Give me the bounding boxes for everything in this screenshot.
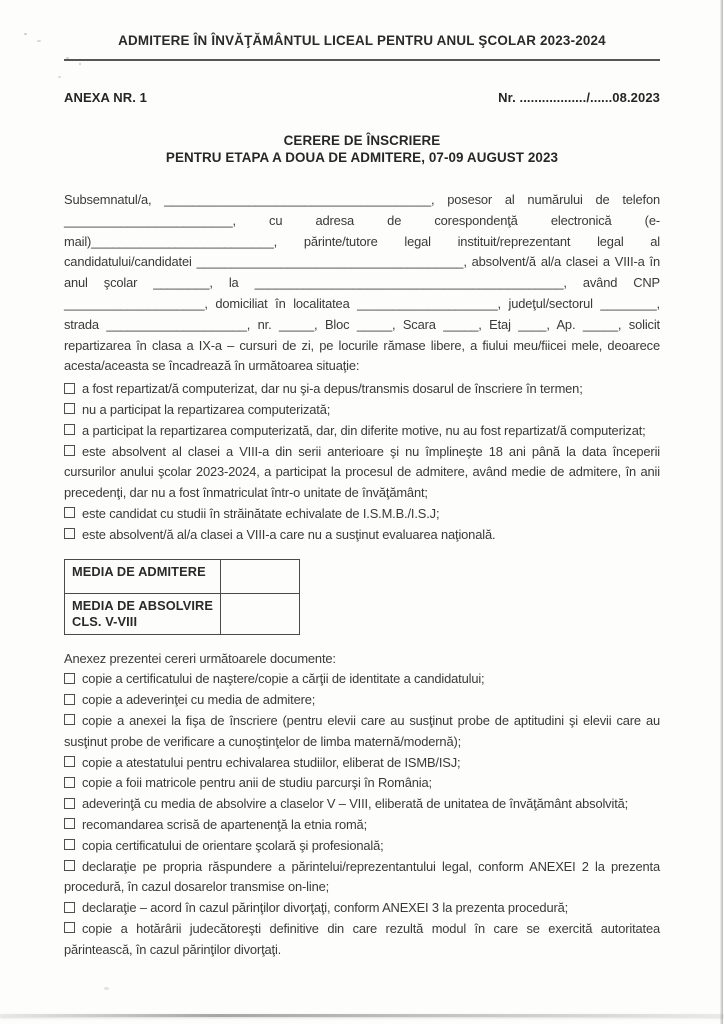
row-label: MEDIA DE ABSOLVIRE CLS. V-VIII bbox=[65, 593, 221, 634]
document-item bbox=[64, 919, 660, 961]
checkbox-icon[interactable] bbox=[64, 839, 75, 850]
situation-item bbox=[64, 400, 660, 421]
anexa-label: ANEXA NR. 1 bbox=[64, 90, 147, 105]
document-text: copie a anexei la fişa de înscriere (pentru elevii care au susţinut probe de aptitudini şi elevii care au susţinut probe de verificare a cunoştinţelor de limba maternă/modernă); bbox=[64, 712, 660, 749]
situation-item bbox=[64, 379, 660, 400]
situation-item bbox=[64, 421, 660, 442]
form-subtitle: PENTRU ETAPA A DOUA DE ADMITERE, 07-09 AUGUST 2023 bbox=[165, 150, 559, 165]
form-title-block bbox=[64, 132, 660, 166]
situation-text: este candidat cu studii în străinătate echivalate de I.S.M.B./I.S.J; bbox=[82, 505, 440, 521]
document-header-title: ADMITERE ÎN ÎNVĂŢĂMÂNTUL LICEAL PENTRU ANUL ŞCOLAR 2023-2024 bbox=[64, 0, 660, 61]
document-item bbox=[64, 815, 660, 836]
checkbox-icon[interactable] bbox=[64, 818, 75, 829]
checkbox-icon[interactable] bbox=[64, 507, 75, 518]
checkbox-icon[interactable] bbox=[64, 424, 75, 435]
row-value-cell[interactable] bbox=[221, 593, 300, 634]
situation-item bbox=[64, 525, 660, 546]
situation-item bbox=[64, 504, 660, 525]
situation-text: este absolvent/ă al/a clasei a VIII-a care nu a susţinut evaluarea naţională. bbox=[82, 526, 496, 542]
document-item bbox=[64, 794, 660, 815]
scan-speckle bbox=[37, 40, 41, 42]
document-text: copie a certificatului de naştere/copie a cărţii de identitate a candidatului; bbox=[82, 671, 485, 687]
checkbox-icon[interactable] bbox=[64, 383, 75, 394]
document-text: declaraţie – acord în cazul părinţilor divorţaţi, conform ANEXEI 3 la prezenta procedură; bbox=[82, 900, 569, 916]
document-item bbox=[64, 690, 660, 711]
document-text: copie a foii matricole pentru anii de studiu parcurşi în România; bbox=[82, 775, 432, 791]
checkbox-icon[interactable] bbox=[64, 860, 75, 871]
checkbox-icon[interactable] bbox=[64, 798, 75, 809]
situation-text: a fost repartizat/ă computerizat, dar nu şi-a depus/transmis dosarul de înscriere în termen; bbox=[82, 381, 583, 397]
checkbox-icon[interactable] bbox=[64, 694, 75, 705]
checkbox-icon[interactable] bbox=[64, 777, 75, 788]
checkbox-icon[interactable] bbox=[64, 756, 75, 767]
meta-row bbox=[64, 90, 660, 105]
form-title: CERERE DE ÎNSCRIERE bbox=[283, 133, 441, 148]
document-text: copia certificatului de orientare şcolară şi profesională; bbox=[82, 837, 384, 853]
checkbox-icon[interactable] bbox=[64, 528, 75, 539]
documents-intro: Anexez prezentei cereri următoarele documente: bbox=[64, 650, 336, 666]
row-label: MEDIA DE ADMITERE bbox=[65, 559, 221, 593]
checkbox-icon[interactable] bbox=[64, 403, 75, 414]
situation-text: a participat la repartizarea computerizată, dar, din diferite motive, nu au fost repartizat/ă computerizat; bbox=[82, 422, 646, 438]
document-item bbox=[64, 669, 660, 690]
row-value-cell[interactable] bbox=[221, 559, 300, 593]
document-item bbox=[64, 836, 660, 857]
checkbox-icon[interactable] bbox=[64, 922, 75, 933]
grades-table bbox=[64, 559, 300, 635]
document-text: copie a adeverinţei cu media de admitere; bbox=[82, 692, 316, 708]
table-row bbox=[65, 593, 300, 634]
document-item bbox=[64, 857, 660, 899]
intro-paragraph: Subsemnatul/a, ______________________________________, posesor al numărului de telefon ________________________, cu adresa de corespondenţă electronică (e-mail)__________________________, părinte/tutore legal instituit/reprezentant legal al candidatului/candidatei ______________________________________, absolvent/ă al/a clasei a VIII-a în anul şcolar ________, la ____________________________________________, având CNP ____________________, domiciliat în localitatea ____________________, judeţul/sectorul ________, strada ____________________, nr. _____, Bloc _____, Scara _____, Etaj ____, Ap. _____, solicit repartizarea în clasa a IX-a – cursuri de zi, pe locurile rămase libere, a fiului meu/fiicei mele, deoarece acesta/aceasta se încadrează în următoarea situaţie: bbox=[64, 192, 660, 374]
document-text: recomandarea scrisă de apartenenţă la etnia romă; bbox=[82, 816, 368, 832]
scan-speckle bbox=[24, 33, 27, 35]
document-number: Nr. ................../......08.2023 bbox=[498, 90, 660, 105]
document-list bbox=[64, 669, 660, 960]
checkbox-icon[interactable] bbox=[64, 714, 75, 725]
grades-table-body bbox=[65, 559, 300, 634]
scan-speckle bbox=[104, 987, 109, 990]
situation-item bbox=[64, 442, 660, 504]
checkbox-icon[interactable] bbox=[64, 673, 75, 684]
document-item bbox=[64, 773, 660, 794]
page-edge-shadow-bottom bbox=[0, 1014, 724, 1017]
page-edge-shadow-right bbox=[720, 0, 723, 1024]
situation-text: este absolvent al clasei a VIII-a din serii anterioare şi nu împlineşte 18 ani până la data începerii cursurilor anului şcolar 2023-2024, a participat la procesul de admitere, având medie de admitere, în anii precedenţi, dar nu a fost înmatriculat într-o unitate de învăţământ; bbox=[64, 443, 660, 501]
documents-section bbox=[64, 649, 660, 961]
table-row bbox=[65, 559, 300, 593]
scan-speckle bbox=[58, 76, 61, 78]
document-text: declaraţie pe propria răspundere a părintelui/reprezentantului legal, conform ANEXEI 2 la prezenta procedură, în cazul dosarelor transmise on-line; bbox=[64, 858, 660, 895]
situation-text: nu a participat la repartizarea computerizată; bbox=[82, 401, 331, 417]
document-text: copie a hotărârii judecătoreşti definitive din care rezultă modul în care se exercită autoritatea părintească, în cazul părinţilor divorţaţi. bbox=[64, 920, 660, 957]
document-text: adeverinţă cu media de absolvire a claselor V – VIII, eliberată de unitatea de învăţământ absolvită; bbox=[82, 796, 629, 812]
situation-list bbox=[64, 379, 660, 545]
document-item bbox=[64, 898, 660, 919]
document-text: copie a atestatului pentru echivalarea studiilor, eliberat de ISMB/ISJ; bbox=[82, 754, 461, 770]
document-item bbox=[64, 711, 660, 753]
document-item bbox=[64, 753, 660, 774]
checkbox-icon[interactable] bbox=[64, 902, 75, 913]
checkbox-icon[interactable] bbox=[64, 445, 75, 456]
